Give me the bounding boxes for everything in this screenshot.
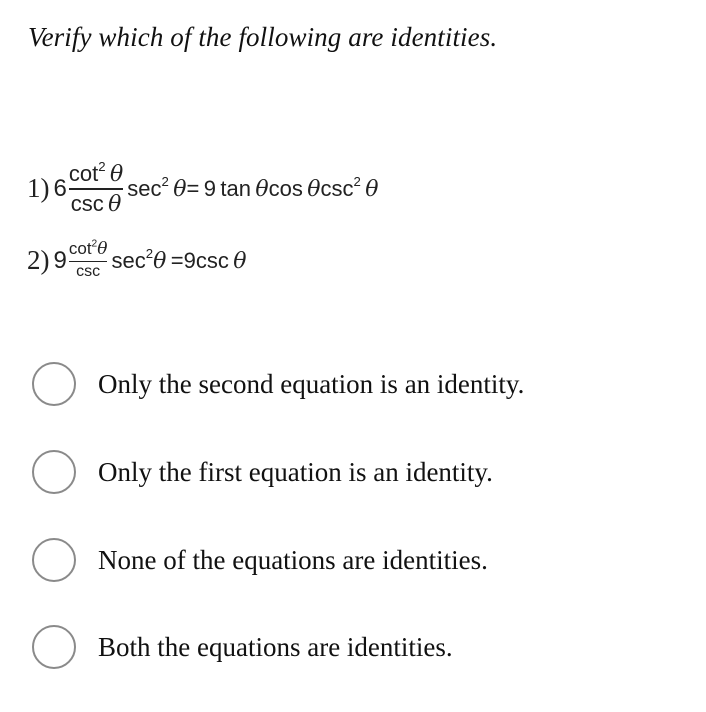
sec-function: sec [111,247,146,273]
equation-number: 2) [27,245,50,276]
rhs-term: 9csc [183,247,229,273]
csc-function: csc [70,190,104,216]
theta-variable: θ [97,239,108,259]
radio-button[interactable] [32,538,76,582]
theta-variable: θ [153,248,167,274]
option-label[interactable]: Both the equations are identities. [98,631,453,662]
cot-function: cot [68,239,92,258]
exponent: 2 [98,159,106,175]
sec-function: sec [127,175,162,201]
theta-variable: θ [233,248,247,274]
cot-function: cot [68,161,99,186]
option-label[interactable]: Only the first equation is an identity. [98,456,493,487]
fraction-numerator [69,240,108,259]
fraction-denominator [71,192,122,216]
fraction [68,159,124,217]
equation-terms [111,245,247,274]
theta-variable: θ [365,176,379,202]
fraction-numerator [68,159,124,187]
fraction-denominator: csc [76,263,101,281]
exponent: 2 [161,173,169,189]
radio-button[interactable] [32,362,76,406]
theta-variable: θ [109,162,124,187]
option-none-identities[interactable] [32,534,488,586]
theta-variable: θ [173,176,187,202]
csc-function: csc [320,175,354,201]
equation-2 [27,240,246,281]
question-prompt: Verify which of the following are identities. [28,22,498,52]
option-label[interactable]: Only the second equation is an identity. [98,368,525,399]
theta-variable: θ [108,191,122,217]
theta-variable: θ [255,176,269,202]
fraction [69,240,108,281]
option-second-identity[interactable] [32,358,524,410]
exponent: 2 [353,173,361,189]
radio-button[interactable] [32,625,76,669]
radio-button[interactable] [32,450,76,494]
option-both-identities[interactable] [32,621,453,673]
rhs-coefficient: 9 [203,175,216,201]
equation-1 [27,159,379,217]
option-label[interactable]: None of the equations are identities. [98,544,488,575]
exponent: 2 [91,238,98,250]
cos-function: cos [268,175,303,201]
fraction-bar [69,261,108,263]
equation-number: 1) [27,173,50,204]
equals-sign: = [170,247,184,273]
option-first-identity[interactable] [32,446,493,498]
fraction-bar [69,188,123,190]
equals-sign: = [186,175,200,201]
exponent: 2 [145,245,154,261]
equation-coefficient: 9 [53,246,67,274]
tan-function: tan [220,175,251,201]
equation-terms [127,173,379,202]
theta-variable: θ [307,176,321,202]
equation-coefficient: 6 [53,174,67,202]
